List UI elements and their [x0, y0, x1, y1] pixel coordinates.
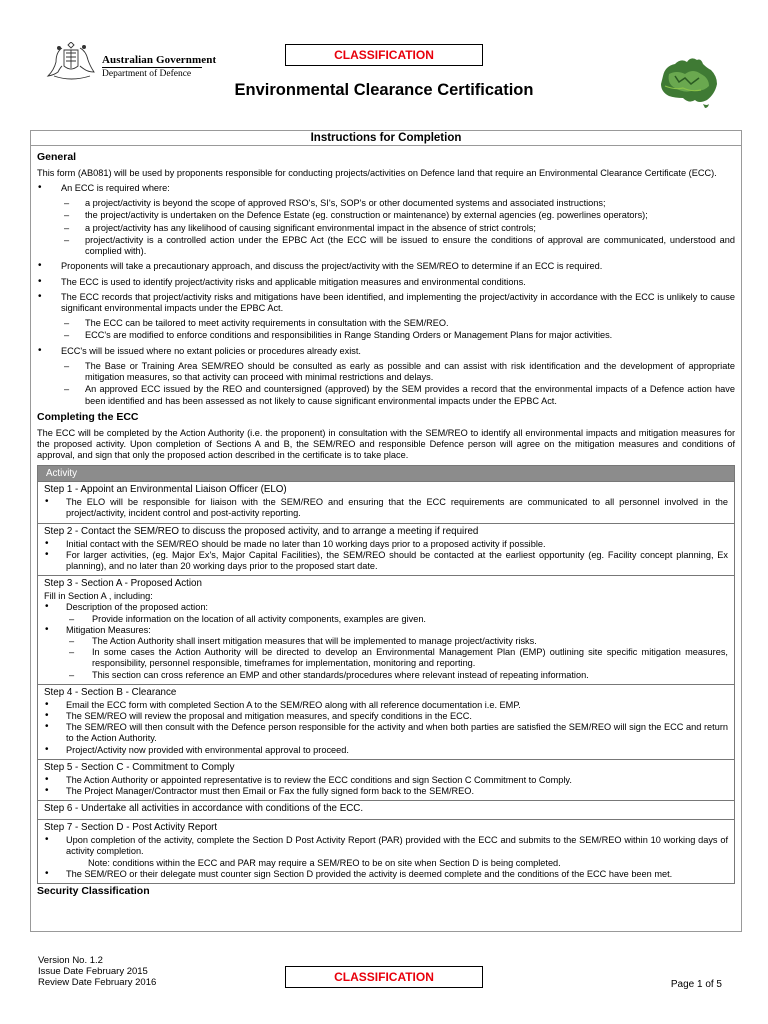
- general-bullet-list: [37, 183, 735, 407]
- sub-item: – The Action Authority shall insert mitigation measures that will be implemented to manage project/activity risks.: [66, 636, 728, 647]
- sub-item: – Provide information on the location of all activity components, examples are given.: [66, 614, 728, 625]
- sub-item: – ECC's are modified to enforce conditions and responsibilities in Range Standing Orders or Management Plans for major activities.: [61, 330, 735, 341]
- sub-item: – An approved ECC issued by the REO and countersigned (approved) by the SEM provides a record that the environmental impacts of a Defence action have been identified and has been assessed as not likely to cause significant environmental impacts under the EPBC Act.: [61, 384, 735, 406]
- security-classification-heading: Security Classification: [37, 885, 150, 897]
- branding-divider: [102, 67, 202, 68]
- step-bullet: • The SEM/REO will review the proposal and mitigation measures, and specify conditions in the ECC.: [44, 711, 728, 722]
- australia-map-icon: [655, 54, 721, 110]
- classification-banner-bottom: CLASSIFICATION: [285, 966, 483, 988]
- sub-item: – project/activity is a controlled action under the EPBC Act (the ECC will be issued to ensure the conditions of approval are communicated, understood and complied with).: [61, 235, 735, 257]
- sub-list: [61, 361, 735, 407]
- step-bullet: • Project/Activity now provided with environmental approval to proceed.: [44, 745, 728, 756]
- general-heading: General: [37, 151, 77, 163]
- version-number: Version No. 1.2: [38, 955, 103, 966]
- sub-item: – This section can cross reference an EMP and other standards/procedures where relevant instead of repeating information.: [66, 670, 728, 681]
- sub-item: – the project/activity is undertaken on the Defence Estate (eg. construction or maintenance) by external agencies (eg. powerlines operators);: [61, 210, 735, 221]
- step-6: [38, 800, 734, 819]
- step-7: [38, 819, 734, 883]
- issue-date: Issue Date February 2015: [38, 965, 148, 977]
- step-title: Step 3 - Section A - Proposed Action: [44, 578, 202, 590]
- general-bullet: • Proponents will take a precautionary approach, and discuss the project/activity with the SEM/REO to determine if an ECC is required.: [37, 261, 735, 272]
- sub-item: – The Base or Training Area SEM/REO should be consulted as early as possible and can assist with risk identification and the development of appropriate mitigation measures, so that activity can proceed with minimal restrictions and delays.: [61, 361, 735, 383]
- completing-text: The ECC will be completed by the Action Authority (i.e. the proponent) in consultation with the SEM/REO to identify all environmental impacts and mitigation measures for the proposed activity. Upon completion of Sections A and B, the SEM/REO and responsible Defence person will agree on the mitigation measures and conditions of approval, and sign that only the proposed action described in the certificate is to take place.: [37, 427, 735, 460]
- general-bullet: • The ECC is used to identify project/activity risks and applicable mitigation measures and environmental conditions.: [37, 277, 735, 288]
- step-5: [38, 759, 734, 800]
- sub-list: [61, 318, 735, 341]
- step-note: Note: conditions within the ECC and PAR may require a SEM/REO to be on site when Section D is being completed.: [88, 857, 561, 868]
- sub-item: – a project/activity is beyond the scope of approved RSO's, SI's, SOP's or other documented systems and associated instructions;: [61, 198, 735, 209]
- step-2: [38, 523, 734, 576]
- government-name: Australian Government: [102, 54, 217, 66]
- instructions-heading: Instructions for Completion: [31, 131, 741, 146]
- step-bullet: • The ELO will be responsible for liaison with the SEM/REO and ensuring that the ECC requirements are communicated to all personnel involved in the project/activity, incident control and post-activity reporting.: [44, 497, 728, 519]
- general-bullet: • ECC's will be issued where no extant policies or procedures already exist. – The Base or Training Area SEM/REO should be consulted as early as possible and can assist with risk identification and the development of appropriate mitigation measures, so that activity can proceed with minimal restrictions and delays. – An approved ECC issued by the REO and countersigned (approved) by the SEM provides a record that the environmental impacts of a Defence action have been identified and has been assessed as not likely to cause significant environmental impacts under the EPBC Act.: [37, 346, 735, 407]
- step-bullet: • The SEM/REO will then consult with the Defence person responsible for the activity and when both parties are satisfied the SEM/REO will sign the ECC and return to the Action Authority.: [44, 722, 728, 744]
- instructions-panel: [30, 130, 742, 932]
- sub-item: – The ECC can be tailored to meet activity requirements in consultation with the SEM/REO.: [61, 318, 735, 329]
- step-title: Step 6 - Undertake all activities in accordance with conditions of the ECC.: [44, 803, 364, 815]
- general-bullet: • The ECC records that project/activity risks and mitigations have been identified, and implementing the project/activity in accordance with the ECC is unlikely to cause significant environmental impacts under the EPBC Act. – The ECC can be tailored to meet activity requirements in consultation with the SEM/REO. – ECC's are modified to enforce conditions and responsibilities in Range Standing Orders or Management Plans for major activities.: [37, 292, 735, 342]
- coat-of-arms-icon: [44, 42, 98, 84]
- document-version-info: [38, 956, 156, 989]
- page-title: Environmental Clearance Certification: [234, 81, 534, 99]
- classification-banner-top: CLASSIFICATION: [285, 44, 483, 66]
- step-title: Step 1 - Appoint an Environmental Liaison Officer (ELO): [44, 484, 287, 496]
- review-date: Review Date February 2016: [38, 976, 157, 988]
- activity-table-header: Activity: [38, 466, 734, 481]
- step-title: Step 2 - Contact the SEM/REO to discuss the proposed activity, and to arrange a meeting if required: [44, 525, 479, 537]
- step-bullet: • Upon completion of the activity, complete the Section D Post Activity Report (PAR) provided with the ECC and submits to the SEM/REO within 10 working days of activity completion. Note: conditions within the ECC and PAR may require a SEM/REO to be on site when Section D is being completed.: [44, 835, 728, 869]
- step-bullet: • For larger activities, (eg. Major Ex's, Major Capital Facilities), the SEM/REO should be contacted at the earliest opportunity (eg. Facility concept planning, Ex planning), and no later than 20 working days prior to the proposed start date.: [44, 550, 728, 572]
- step-bullet: • The SEM/REO or their delegate must counter sign Section D provided the activity is deemed complete and the conditions of the ECC have been met.: [44, 869, 728, 880]
- step-title: Step 4 - Section B - Clearance: [44, 686, 177, 698]
- completing-heading: Completing the ECC: [37, 410, 139, 423]
- step-bullet: • Description of the proposed action: – Provide information on the location of all activity components, examples are given.: [44, 602, 728, 624]
- step-bullet: • Mitigation Measures: – The Action Authority shall insert mitigation measures that will be implemented to manage project/activity risks. – In some cases the Action Authority will be directed to develop an Environmental Management Plan (EMP) outlining site specific mitigation measures, responsibility, personnel responsible, timeframes for implementation, monitoring and reporting. – This section can cross reference an EMP and other standards/procedures where relevant instead of repeating information.: [44, 625, 728, 681]
- step-1: [38, 481, 734, 522]
- step-title: Step 7 - Section D - Post Activity Report: [44, 822, 218, 834]
- sub-item: – a project/activity has any likelihood of causing significant environmental impact in the absence of strict controls;: [61, 223, 735, 234]
- step-title: Step 5 - Section C - Commitment to Comply: [44, 761, 235, 773]
- step-4: [38, 684, 734, 759]
- step-text: Fill in Section A , including:: [44, 591, 153, 602]
- department-name: Department of Defence: [102, 69, 192, 80]
- step-bullet: • The Project Manager/Contractor must then Email or Fax the fully signed form back to the SEM/REO.: [44, 786, 728, 797]
- sub-list: [61, 198, 735, 257]
- activity-table: [37, 465, 735, 884]
- general-intro: This form (AB081) will be used by proponents responsible for conducting projects/activities on Defence land that require an Environmental Clearance Certificate (ECC).: [37, 167, 717, 178]
- step-bullet: • The Action Authority or appointed representative is to review the ECC conditions and sign Section C Commitment to Comply.: [44, 775, 728, 786]
- step-bullet: • Email the ECC form with completed Section A to the SEM/REO along with all reference documentation i.e. EMP.: [44, 700, 728, 711]
- sub-item: – In some cases the Action Authority will be directed to develop an Environmental Management Plan (EMP) outlining site specific mitigation measures, responsibility, personnel responsible, timeframes for implementation, monitoring and reporting.: [66, 647, 728, 669]
- general-bullet: • An ECC is required where: – a project/activity is beyond the scope of approved RSO's, SI's, SOP's or other documented systems and associated instructions; – the project/activity is undertaken on the Defence Estate (eg. construction or maintenance) by external agencies (eg. powerlines operators); – a project/activity has any likelihood of causing significant environmental impact in the absence of strict controls; – project/activity is a controlled action under the EPBC Act (the ECC will be issued to ensure the conditions of approval are communicated, understood and complied with).: [37, 183, 735, 257]
- page-number: Page 1 of 5: [670, 979, 722, 990]
- step-bullet: • Initial contact with the SEM/REO should be made no later than 10 working days prior to a proposed activity if possible.: [44, 539, 728, 550]
- step-3: [38, 575, 734, 684]
